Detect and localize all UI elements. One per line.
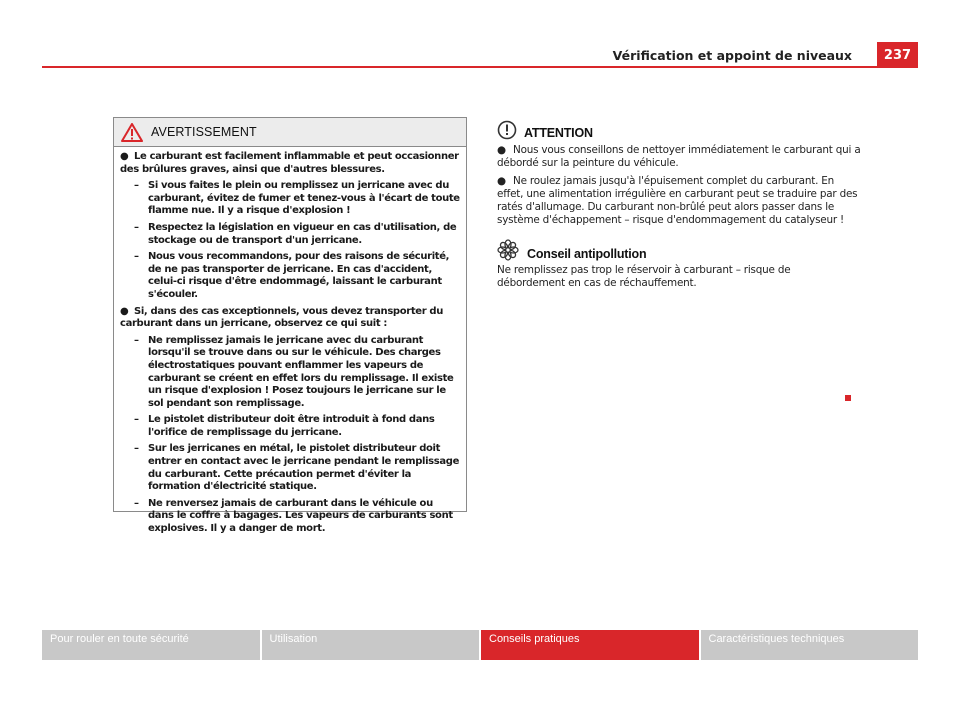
footer-tab-caracteristiques[interactable]: Caractéristiques techniques xyxy=(701,630,919,660)
warning-subitem: – Ne remplissez jamais le jerricane avec du carburant lorsqu'il se trouve dans ou sur le véhicule. Des charges électrostatiques pouvant enflammer les vapeurs de carburant se créent en effet lors du remplissage. Il existe un risque d'explosion ! Posez toujours le jerricane sur le sol pendant son remplissage. xyxy=(134,334,454,409)
page-header-title: Vérification et appoint de niveaux xyxy=(612,48,852,63)
header-divider xyxy=(42,66,918,68)
footer-nav xyxy=(42,630,918,660)
warning-bullet: ● Le carburant est facilement inflammable et peut occasionner des brûlures graves, ainsi que d'autres blessures. xyxy=(120,151,459,175)
warning-box xyxy=(113,117,467,535)
footer-tab-utilisation[interactable]: Utilisation xyxy=(262,630,480,660)
attention-header xyxy=(497,118,861,140)
warning-triangle-icon xyxy=(121,123,143,142)
warning-title: AVERTISSEMENT xyxy=(151,125,257,139)
warning-subitem: – Respectez la législation en vigueur en cas d'utilisation, de stockage ou de transport d'un jerricane. xyxy=(134,221,457,246)
footer-tab-conseils[interactable]: Conseils pratiques xyxy=(481,630,699,660)
warning-subitem: – Ne renversez jamais de carburant dans le véhicule ou dans le coffre à bagages. Les vapeurs de carburants sont explosives. Il y a danger de mort. xyxy=(134,497,453,535)
footer-tab-securite[interactable]: Pour rouler en toute sécurité xyxy=(42,630,260,660)
section-end-marker xyxy=(845,395,851,401)
attention-title: ATTENTION xyxy=(524,126,593,140)
right-column xyxy=(497,118,861,290)
flower-icon xyxy=(497,239,519,261)
attention-item: ● Nous vous conseillons de nettoyer immédiatement le carburant qui a débordé sur la peinture du véhicule. xyxy=(497,144,861,169)
warning-subitem: – Si vous faites le plein ou remplissez un jerricane avec du carburant, évitez de fumer et tenez-vous à l'écart de toute flamme nue. Il y a risque d'explosion ! xyxy=(134,180,460,217)
eco-title: Conseil antipollution xyxy=(527,247,647,261)
warning-body xyxy=(114,147,466,536)
warning-subitem: – Nous vous recommandons, pour des raisons de sécurité, de ne pas transporter de jerricane. En cas d'accident, celui-ci risque d'être endommagé, laissant le carburant s'écouler. xyxy=(134,251,450,300)
warning-subitem: – Le pistolet distributeur doit être introduit à fond dans l'orifice de remplissage du jerricane. xyxy=(134,414,435,438)
exclamation-circle-icon xyxy=(497,120,517,140)
eco-text: Ne remplissez pas trop le réservoir à carburant – risque de débordement en cas de réchauffement. xyxy=(497,264,791,289)
page-number: 237 xyxy=(877,42,918,66)
warning-header xyxy=(114,118,466,147)
attention-item: ● Ne roulez jamais jusqu'à l'épuisement complet du carburant. En effet, une alimentation irrégulière en carburant peut se traduire par des ratés d'allumage. Du carburant non-brûlé peut alors passer dans le système d'échappement – risque d'endommagement du catalyseur ! xyxy=(497,175,858,226)
warning-bullet: ● Si, dans des cas exceptionnels, vous devez transporter du carburant dans un jerricane, observez ce qui suit : xyxy=(120,305,443,330)
eco-header xyxy=(497,235,861,261)
warning-subitem: – Sur les jerricanes en métal, le pistolet distributeur doit entrer en contact avec le jerricane pendant le remplissage du carburant. Cette précaution permet d'éviter la formation d'électricité statique. xyxy=(134,443,460,493)
